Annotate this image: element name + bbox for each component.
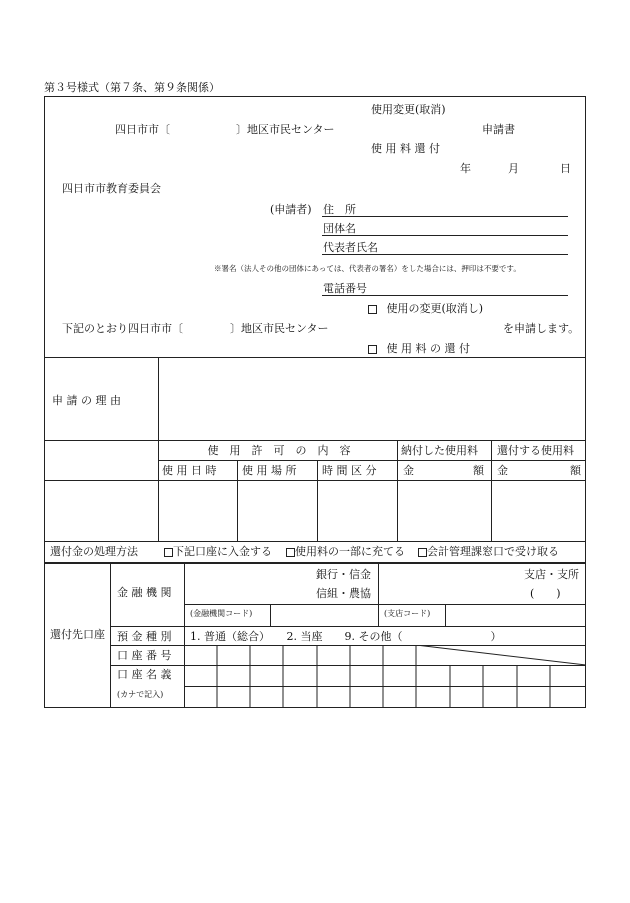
address-label: 住 所	[323, 203, 356, 216]
phone-line[interactable]	[322, 295, 568, 296]
branch-paren: ( )	[530, 587, 561, 600]
phone-label: 電話番号	[323, 282, 367, 295]
title-document: 申請書	[482, 123, 515, 136]
divider	[445, 604, 446, 626]
divider	[44, 541, 586, 542]
divider	[270, 604, 271, 626]
addressee: 四日市市教育委員会	[62, 182, 161, 195]
col-date: 使 用 日 時	[162, 464, 217, 477]
divider	[158, 357, 159, 541]
divider	[491, 440, 492, 541]
account-name-grid[interactable]	[184, 665, 586, 708]
request-tail: を申請します。	[503, 322, 580, 335]
org-line[interactable]	[322, 235, 568, 236]
divider	[317, 460, 318, 541]
account-label: 還付先口座	[50, 628, 105, 641]
reason-field[interactable]	[170, 366, 580, 434]
title-change: 使用変更(取消)	[371, 103, 446, 116]
divider	[44, 562, 586, 564]
date-month: 月	[508, 162, 519, 175]
divider	[237, 460, 238, 541]
divider	[378, 563, 379, 626]
title-center: 〕地区市民センター	[236, 123, 335, 136]
rep-label: 代表者氏名	[323, 241, 378, 254]
paid-amount-right: 額	[473, 464, 484, 477]
account-name-label: 口 座 名 義	[117, 668, 172, 681]
divider	[184, 604, 586, 605]
form-number: 第３号様式（第７条、第９条関係）	[44, 81, 220, 94]
request-lead: 下記のとおり四日市市〔	[62, 322, 183, 335]
refund-opt-counter-checkbox[interactable]	[418, 548, 427, 557]
signature-note: ※署名（法人その他の団体にあっては、代表者の署名）をした場合には、押印は不要です。	[214, 264, 521, 273]
refund-header: 還付する使用料	[497, 444, 574, 457]
divider	[44, 357, 586, 358]
option-refund[interactable]	[368, 343, 470, 354]
option-refund-label: 使 用 料 の 還 付	[386, 342, 470, 355]
refund-opt-deposit-label: 下記口座に入金する	[173, 545, 272, 558]
title-city: 四日市市〔	[115, 123, 170, 136]
col-place: 使 用 場 所	[242, 464, 297, 477]
divider	[158, 460, 586, 461]
permit-header: 使 用 許 可 の 内 容	[207, 444, 351, 457]
option-refund-checkbox[interactable]	[368, 345, 377, 354]
title-refund: 使 用 料 還 付	[371, 142, 440, 155]
branch-type: 支店・支所	[524, 568, 579, 581]
divider	[44, 440, 586, 441]
refund-opt-counter-label: 会計管理課窓口で受け取る	[427, 545, 559, 558]
divider	[110, 626, 586, 627]
refund-opt-fee-checkbox[interactable]	[286, 548, 295, 557]
bank-code-label: (金融機関コード)	[190, 609, 253, 618]
bank-type-1: 銀行・信金	[316, 568, 371, 581]
request-center: 〕地区市民センター	[230, 322, 329, 335]
refund-opt-counter[interactable]	[418, 546, 559, 557]
deposit-options[interactable]: 1. 普通（総合） 2. 当座 9. その他（ ）	[190, 630, 502, 643]
refund-opt-deposit-checkbox[interactable]	[164, 548, 173, 557]
refund-opt-fee-label: 使用料の一部に充てる	[295, 545, 405, 558]
option-change-label: 使用の変更(取消し)	[386, 302, 484, 315]
date-year: 年	[460, 162, 471, 175]
refund-amount-right: 額	[570, 464, 581, 477]
kana-note: (カナで記入)	[117, 690, 164, 699]
date-day: 日	[560, 162, 571, 175]
col-time: 時 間 区 分	[322, 464, 377, 477]
address-line[interactable]	[322, 216, 568, 217]
refund-opt-fee[interactable]	[286, 546, 405, 557]
org-label: 団体名	[323, 222, 356, 235]
deposit-label: 預 金 種 別	[117, 630, 172, 643]
paid-header: 納付した使用料	[401, 444, 478, 457]
refund-opt-deposit[interactable]	[164, 546, 272, 557]
paid-amount-left: 金	[403, 464, 414, 477]
refund-amount-left: 金	[497, 464, 508, 477]
account-number-grid[interactable]	[184, 645, 586, 665]
branch-code-label: (支店コード)	[384, 609, 431, 618]
rep-line[interactable]	[322, 254, 568, 255]
bank-type-2: 信組・農協	[316, 587, 371, 600]
divider	[110, 563, 111, 708]
option-change-checkbox[interactable]	[368, 305, 377, 314]
divider	[397, 440, 398, 541]
reason-label: 申 請 の 理 由	[52, 394, 121, 407]
option-change[interactable]	[368, 303, 483, 314]
account-number-label: 口 座 番 号	[117, 649, 172, 662]
applicant-label: (申請者)	[270, 203, 312, 216]
refund-method-label: 還付金の処理方法	[50, 545, 138, 558]
bank-label: 金 融 機 関	[117, 586, 172, 599]
divider	[44, 480, 586, 481]
